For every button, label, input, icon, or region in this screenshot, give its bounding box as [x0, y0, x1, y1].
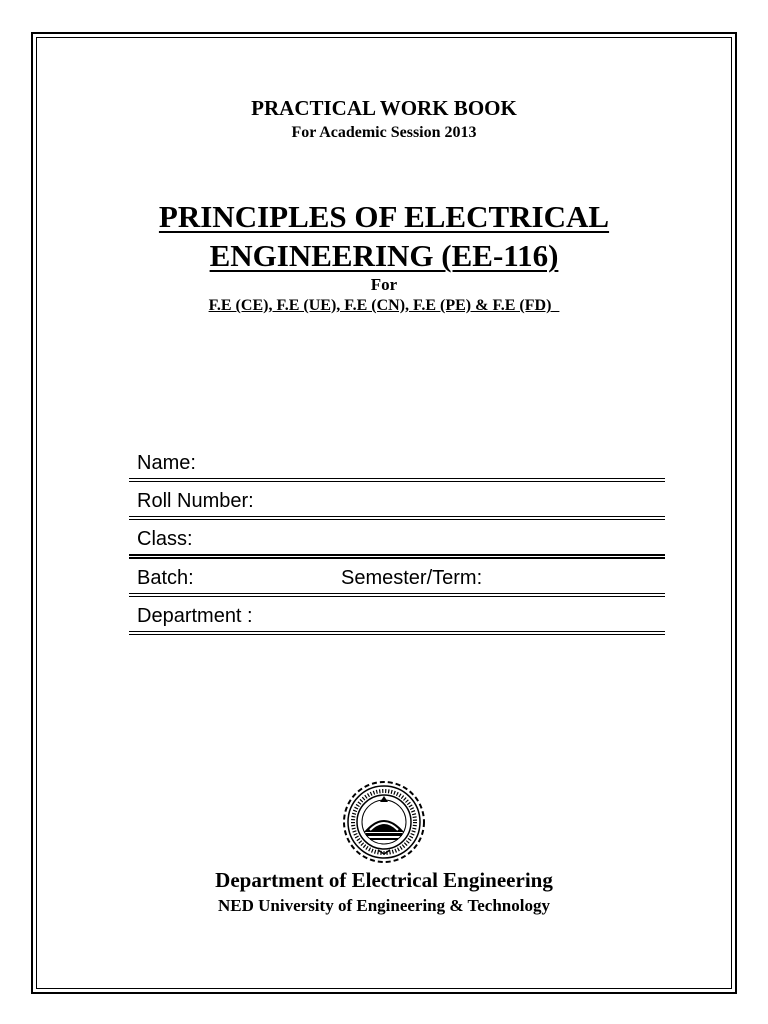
programs-list: F.E (CE), F.E (UE), F.E (CN), F.E (PE) & F.E (FD) [208, 297, 560, 314]
student-info-form [129, 444, 665, 635]
academic-session: For Academic Session 2013 [291, 124, 477, 141]
course-title-line-2: ENGINEERING (EE-116) [209, 238, 559, 273]
department-label: Department : [137, 605, 253, 627]
roll-number-row [129, 482, 665, 520]
department-name: Department of Electrical Engineering [215, 868, 553, 892]
roll-number-label: Roll Number: [137, 490, 254, 512]
course-title-line-1: PRINCIPLES OF ELECTRICAL [158, 199, 610, 234]
class-row [129, 520, 665, 559]
semester-term-label: Semester/Term: [341, 567, 483, 589]
name-label: Name: [137, 452, 196, 474]
workbook-title: PRACTICAL WORK BOOK [251, 96, 517, 120]
university-seal-icon [340, 778, 428, 866]
department-row [129, 597, 665, 635]
for-label: For [370, 275, 398, 294]
batch-label: Batch: [137, 567, 194, 589]
university-name: NED University of Engineering & Technology [218, 896, 550, 915]
batch-row [129, 559, 665, 597]
class-label: Class: [137, 528, 193, 550]
name-row [129, 444, 665, 482]
